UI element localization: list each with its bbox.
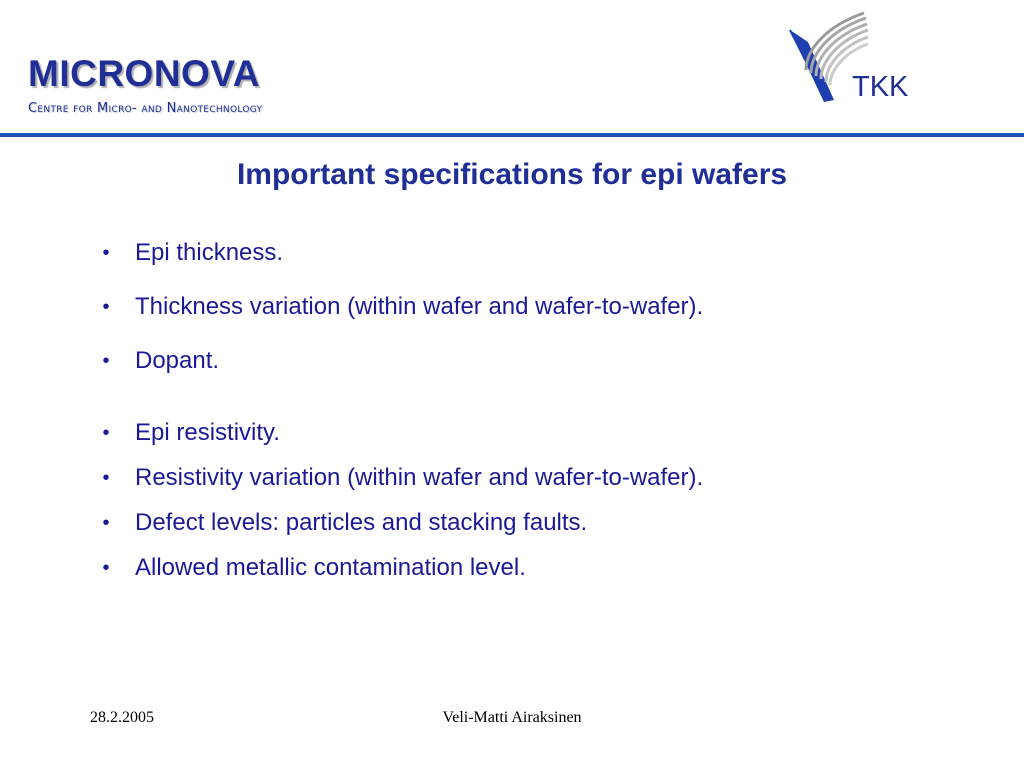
- slide-title: Important specifications for epi wafers: [236, 158, 788, 191]
- bullet-item: [96, 236, 976, 270]
- footer-author: Veli-Matti Airaksinen: [442, 709, 582, 726]
- tkk-logo: [786, 10, 926, 106]
- bullet-marker: •: [102, 422, 110, 444]
- bullet-text: Resistivity variation (within wafer and wafer-to-wafer).: [135, 464, 704, 491]
- bullet-marker: •: [102, 467, 110, 489]
- bullet-list: [96, 236, 976, 585]
- bullet-item: [96, 416, 976, 450]
- bullet-item: [96, 344, 976, 378]
- bullet-item: [96, 461, 976, 495]
- bullet-marker: •: [102, 512, 110, 534]
- tkk-logo-text: TKK: [852, 71, 909, 103]
- bullet-item: [96, 551, 976, 585]
- brand-subtitle: Centre for Micro- and Nanotechnology: [28, 101, 263, 116]
- header-divider: [0, 133, 1024, 137]
- bullet-text: Defect levels: particles and stacking faults.: [135, 509, 588, 536]
- bullet-marker: •: [102, 350, 110, 372]
- brand-name: MICRONOVA: [28, 53, 260, 94]
- bullet-text: Thickness variation (within wafer and wafer-to-wafer).: [135, 293, 704, 320]
- bullet-item: [96, 290, 976, 324]
- bullet-text: Epi thickness.: [135, 239, 284, 266]
- bullet-text: Dopant.: [135, 347, 220, 374]
- bullet-marker: •: [102, 242, 110, 264]
- bullet-text: Epi resistivity.: [135, 419, 280, 446]
- bullet-text: Allowed metallic contamination level.: [135, 554, 526, 581]
- footer-date: 28.2.2005: [90, 709, 154, 726]
- bullet-item: [96, 506, 976, 540]
- bullet-marker: •: [102, 296, 110, 318]
- bullet-marker: •: [102, 557, 110, 579]
